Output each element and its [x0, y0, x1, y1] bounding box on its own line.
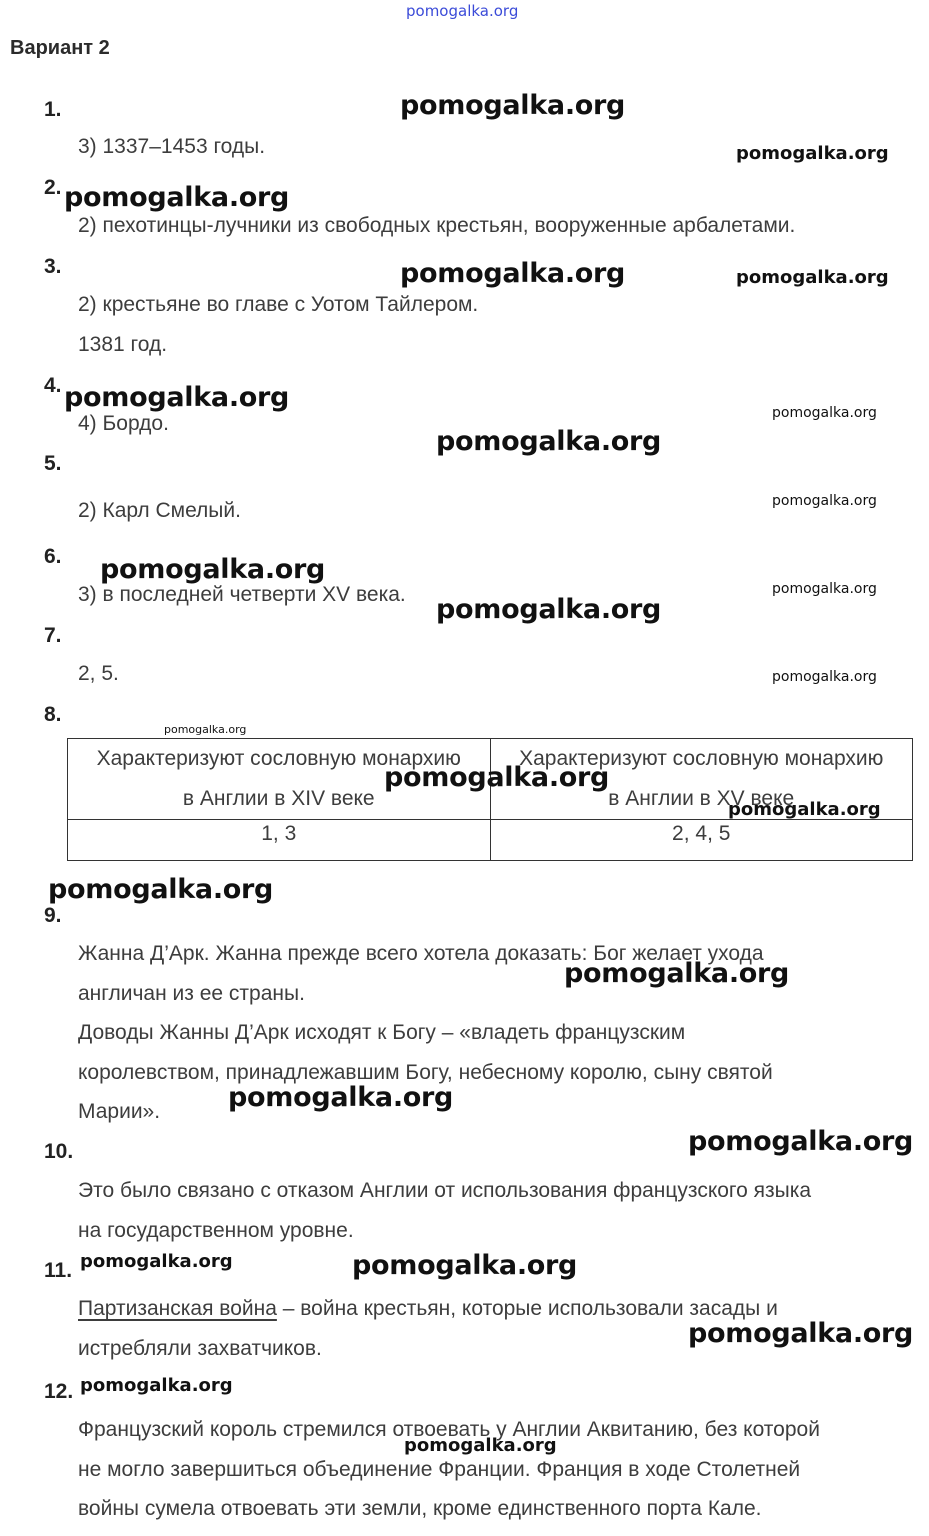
- answer-text: 2) крестьяне во главе с Уотом Тайлером.: [78, 293, 479, 316]
- watermark-text: pomogalka.org: [436, 426, 662, 457]
- watermark-text: pomogalka.org: [384, 762, 610, 793]
- answer-text: 4) Бордо.: [78, 412, 169, 435]
- answer-text: Доводы Жанны Д’Арк исходят к Богу – «владеть французским: [78, 1021, 686, 1044]
- watermark-text: pomogalka.org: [228, 1082, 454, 1113]
- site-header-watermark: pomogalka.org: [406, 2, 519, 20]
- watermark-text: pomogalka.org: [100, 554, 326, 585]
- table-cell: 1, 3: [68, 820, 491, 861]
- answer-text: 3) 1337–1453 годы.: [78, 135, 266, 158]
- answer-text: Это было связано с отказом Англии от использования французского языка: [78, 1179, 812, 1202]
- item-number: 6.: [44, 545, 62, 568]
- watermark-text: pomogalka.org: [404, 1435, 557, 1456]
- answer-text: королевством, принадлежавшим Богу, небесному королю, сыну святой: [78, 1061, 773, 1084]
- answer-text: [78, 1297, 778, 1321]
- watermark-text: pomogalka.org: [80, 1251, 233, 1272]
- watermark-text: pomogalka.org: [736, 267, 889, 288]
- watermark-text: pomogalka.org: [688, 1126, 914, 1157]
- answer-text: не могло завершиться объединение Франции. Франция в ходе Столетней: [78, 1458, 801, 1481]
- header-line: Характеризуют сословную монархию: [519, 747, 884, 770]
- item-number: 2.: [44, 176, 62, 199]
- answer-text: Французский король стремился отвоевать у Англии Аквитанию, без которой: [78, 1418, 820, 1441]
- answer-text: на государственном уровне.: [78, 1219, 354, 1242]
- item-number: 8.: [44, 703, 62, 726]
- item-number: 3.: [44, 255, 62, 278]
- table-cell: 2, 4, 5: [490, 820, 913, 861]
- watermark-text: pomogalka.org: [64, 182, 290, 213]
- answer-text: англичан из ее страны.: [78, 982, 305, 1005]
- item-number: 9.: [44, 904, 62, 927]
- item-number: 11.: [44, 1259, 73, 1282]
- term-underlined: Партизанская война: [78, 1297, 277, 1320]
- item-number: 5.: [44, 452, 62, 475]
- watermark-text: pomogalka.org: [436, 594, 662, 625]
- item-number: 12.: [44, 1380, 74, 1403]
- item-number: 10.: [44, 1140, 74, 1163]
- header-line: Характеризуют сословную монархию: [96, 747, 461, 770]
- answer-text: Жанна Д’Арк. Жанна прежде всего хотела доказать: Бог желает ухода: [78, 942, 764, 965]
- watermark-text: pomogalka.org: [564, 958, 790, 989]
- header-line: в Англии в XV веке: [608, 787, 795, 810]
- answer-text: Марии».: [78, 1100, 161, 1123]
- item-number: 7.: [44, 624, 62, 647]
- watermark-text: pomogalka.org: [352, 1250, 578, 1281]
- watermark-text: pomogalka.org: [772, 493, 877, 509]
- item-number: 1.: [44, 98, 62, 121]
- answer-text: 3) в последней четверти XV века.: [78, 583, 406, 606]
- answer-text: войны сумела отвоевать эти земли, кроме единственного порта Кале.: [78, 1497, 762, 1520]
- watermark-text: pomogalka.org: [400, 90, 626, 121]
- answer-text: 2) Карл Смелый.: [78, 499, 241, 522]
- watermark-text: pomogalka.org: [400, 258, 626, 289]
- variant-title: Вариант 2: [10, 37, 110, 59]
- term-definition: – война крестьян, которые использовали засады и: [276, 1297, 778, 1320]
- item-number: 4.: [44, 374, 62, 397]
- answer-text: 2) пехотинцы-лучники из свободных крестьян, вооруженные арбалетами.: [78, 214, 796, 237]
- watermark-text: pomogalka.org: [728, 799, 881, 820]
- header-line: в Англии в XIV веке: [182, 787, 375, 810]
- watermark-text: pomogalka.org: [688, 1318, 914, 1349]
- watermark-text: pomogalka.org: [772, 581, 877, 597]
- watermark-text: pomogalka.org: [80, 1375, 233, 1396]
- watermark-text: pomogalka.org: [164, 723, 247, 736]
- answer-text: 1381 год.: [78, 333, 168, 356]
- watermark-text: pomogalka.org: [48, 874, 274, 905]
- watermark-text: pomogalka.org: [772, 669, 877, 685]
- watermark-text: pomogalka.org: [64, 382, 290, 413]
- watermark-text: pomogalka.org: [736, 143, 889, 164]
- answer-text: 2, 5.: [78, 662, 119, 685]
- watermark-text: pomogalka.org: [772, 405, 877, 421]
- answer-text: истребляли захватчиков.: [78, 1337, 322, 1360]
